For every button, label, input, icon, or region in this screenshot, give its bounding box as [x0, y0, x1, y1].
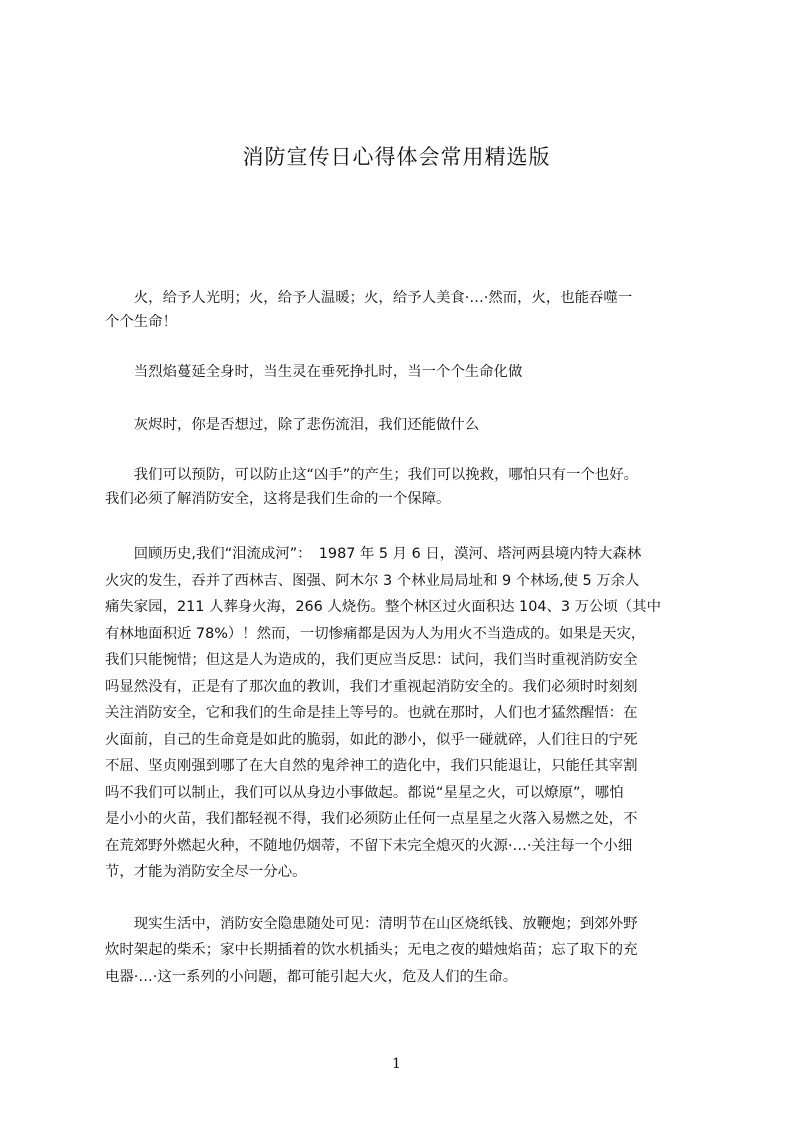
text-line: 吗显然没有，正是有了那次血的教训，我们才重视起消防安全的。我们必须时时刻刻	[105, 678, 638, 695]
text-line: 火面前，自己的生命竟是如此的脆弱，如此的渺小，似乎一碰就碎，人们往日的宁死	[105, 731, 638, 748]
text-line: 炊时架起的柴禾；家中长期插着的饮水机插头；无电之夜的蜡烛焰苗；忘了取下的充	[105, 942, 638, 958]
text-line: 在荒郊野外燃起火种，不随地仍烟蒂，不留下未完全熄灭的火源·…·关注每一个小细	[105, 837, 633, 854]
paragraph-1	[105, 286, 715, 334]
text-line: 个个生命！	[105, 314, 177, 330]
text-line: 有林地面积近 78%）！然而，一切惨痛都是因为人为用火不当造成的。如果是天灾，	[105, 625, 646, 642]
paragraph-4	[105, 463, 715, 511]
paragraph-6	[105, 911, 715, 991]
text-line: 我们必须了解消防安全，这将是我们生命的一个保障。	[105, 491, 451, 507]
paragraph-5	[105, 541, 715, 886]
document-title: 消防宣传日心得体会常用精选版	[242, 145, 551, 169]
text-line: 回顾历史,我们“泪流成河”： 1987 年 5 月 6 日，漠河、塔河两县境内特大森林	[105, 546, 642, 562]
text-line: 电器·…·这一系列的小问题，都可能引起大火，危及人们的生命。	[105, 968, 518, 985]
text-line: 火，给予人光明；火，给予人温暖；火，给予人美食·…·然而，火，也能吞噬一	[105, 290, 633, 306]
text-line: 痛失家园，211 人葬身火海，266 人烧伤。整个林区过火面积达 104、3 万公顷（其中	[105, 599, 661, 615]
paragraph-3	[105, 413, 715, 437]
text-line: 我们只能惋惜；但这是人为造成的，我们更应当反思：试问，我们当时重视消防安全	[105, 652, 638, 668]
text-line: 火灾的发生，吞并了西林吉、图强、阿木尔 3 个林业局局址和 9 个林场,使 5 万余人	[105, 572, 640, 589]
text-line: 现实生活中，消防安全隐患随处可见：清明节在山区烧纸钱、放鞭炮；到郊外野	[105, 915, 638, 932]
text-line: 当烈焰蔓延全身时，当生灵在垂死挣扎时，当一个个生命化做	[105, 364, 523, 380]
document-body	[105, 286, 715, 990]
text-line: 吗不我们可以制止，我们可以从身边小事做起。都说“星星之火，可以燎原”，哪怕	[105, 784, 624, 801]
text-line: 节，才能为消防安全尽一分心。	[105, 864, 307, 880]
text-line: 我们可以预防，可以防止这“凶手”的产生；我们可以挽救，哪怕只有一个也好。	[105, 467, 638, 483]
paragraph-2	[105, 360, 715, 384]
text-line: 是小小的火苗，我们都轻视不得，我们必须防止任何一点星星之火落入易燃之处，不	[105, 811, 638, 827]
text-line: 关注消防安全，它和我们的生命是挂上等号的。也就在那时，人们也才猛然醒悟：在	[105, 705, 638, 721]
page-number: 1	[392, 1056, 401, 1072]
text-line: 不屈、坚贞刚强到哪了在大自然的鬼斧神工的造化中，我们只能退让，只能任其宰割	[105, 758, 638, 774]
text-line: 灰烬时，你是否想过，除了悲伤流泪，我们还能做什么	[105, 417, 480, 433]
